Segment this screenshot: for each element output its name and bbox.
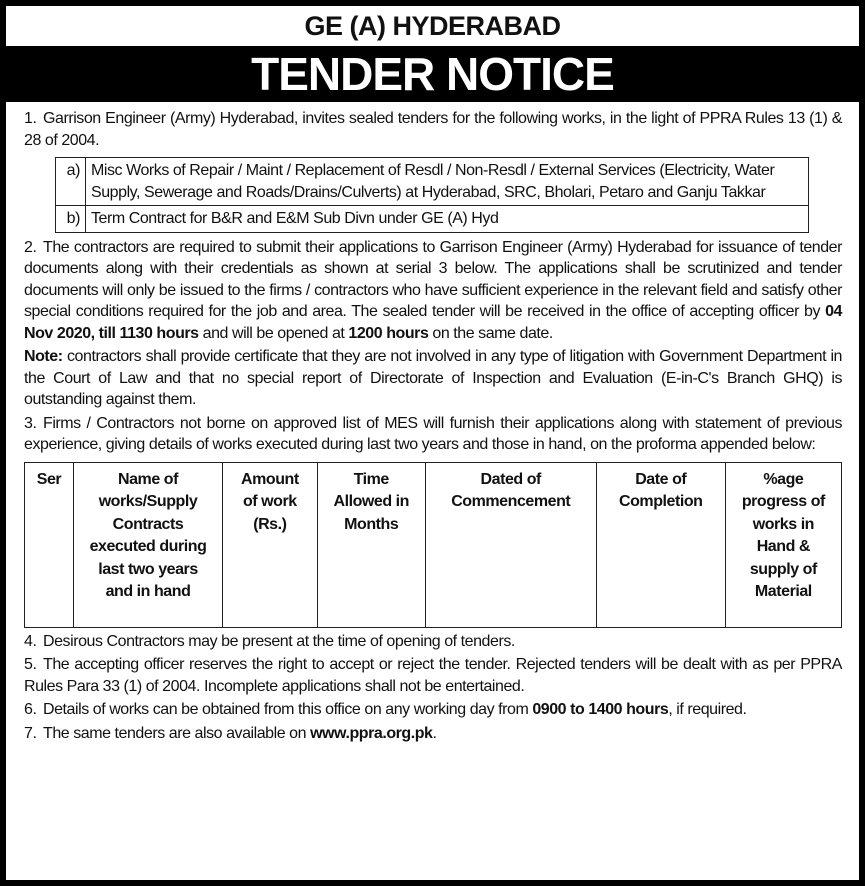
note bbox=[24, 346, 842, 411]
para-2 bbox=[24, 237, 842, 345]
para-6 bbox=[24, 699, 842, 721]
col-header: Time Allowed in Months bbox=[317, 462, 425, 627]
table-row bbox=[56, 158, 809, 206]
para-number: 4. bbox=[24, 632, 37, 650]
para-3 bbox=[24, 413, 842, 456]
para-text: The same tenders are also available on bbox=[43, 724, 311, 742]
notice-body bbox=[24, 108, 842, 746]
para-text: Desirous Contractors may be present at the time of opening of tenders. bbox=[43, 632, 515, 650]
col-header: Date of Completion bbox=[596, 462, 725, 627]
ppra-link[interactable]: www.ppra.org.pk bbox=[310, 724, 433, 742]
office-heading: GE (A) HYDERABAD bbox=[304, 11, 561, 41]
works-table bbox=[55, 157, 809, 233]
work-desc: Term Contract for B&R and E&M Sub Divn under GE (A) Hyd bbox=[86, 206, 809, 233]
para-text: The accepting officer reserves the right to accept or reject the tender. Rejected tenders will be dealt with as per PPRA Rules Para 33 (1) of 2004. Incomplete applications shall not be entertained. bbox=[24, 656, 842, 695]
para-text: and will be opened at bbox=[198, 324, 349, 342]
para-text: Garrison Engineer (Army) Hyderabad, invites sealed tenders for the following works, in the light of PPRA Rules 13 (1) & 28 of 2004. bbox=[24, 110, 842, 149]
note-label: Note: bbox=[24, 348, 63, 365]
para-number: 6. bbox=[24, 701, 37, 718]
col-header: Dated of Commencement bbox=[425, 462, 596, 627]
para-7 bbox=[24, 723, 842, 745]
table-header-row bbox=[25, 462, 842, 627]
para-number: 3. bbox=[24, 414, 37, 432]
opening-time: 1200 hours bbox=[348, 324, 429, 342]
para-text: . bbox=[432, 724, 437, 742]
para-text: Firms / Contractors not borne on approved list of MES will furnish their applications along with statement of previous experience, giving details of works executed during last two years and those in hand, on the proforma appended below: bbox=[24, 414, 842, 453]
table-row bbox=[56, 206, 809, 233]
para-4 bbox=[24, 631, 842, 653]
para-text: The contractors are required to submit their applications to Garrison Engineer (Army) Hyderabad for issuance of tender documents along with their credentials as shown at serial 3 below. The applications shall be scrutinized and tender documents will only be issued to the firms / contractors who have sufficient experience in the relevant field and satisfy other special conditions required for the job and area. The sealed tender will be received in the office of accepting officer by bbox=[24, 238, 842, 320]
notice-title: TENDER NOTICE bbox=[6, 46, 859, 102]
col-header: Name of works/Supply Contracts executed during last two years and in hand bbox=[74, 462, 223, 627]
para-number: 1. bbox=[24, 110, 37, 127]
proforma-table bbox=[24, 462, 842, 628]
para-number: 5. bbox=[24, 656, 37, 673]
col-header: %age progress of works in Hand & supply of Material bbox=[725, 462, 841, 627]
col-header: Ser bbox=[25, 462, 74, 627]
para-number: 7. bbox=[24, 724, 37, 742]
work-key: b) bbox=[56, 206, 86, 233]
para-number: 2. bbox=[24, 238, 37, 256]
para-text: , if required. bbox=[668, 701, 747, 718]
note-text: contractors shall provide certificate that they are not involved in any type of litigation with Government Department in the Court of Law and that no special report of Directorate of Inspection and Evaluation (E-in-C's Branch GHQ) is outstanding against them. bbox=[24, 348, 842, 408]
para-text: on the same date. bbox=[428, 324, 553, 342]
deadline: 04 Nov 2020, till 1130 hours bbox=[24, 303, 842, 342]
para-5 bbox=[24, 654, 842, 697]
para-1 bbox=[24, 108, 842, 151]
work-key: a) bbox=[56, 158, 86, 206]
work-desc: Misc Works of Repair / Maint / Replacement of Resdl / Non-Resdl / External Services (Electricity, Water Supply, Sewerage and Roads/Drains/Culverts) at Hyderabad, SRC, Bholari, Petaro and Ganju Takkar bbox=[86, 158, 809, 206]
tender-notice bbox=[6, 6, 859, 880]
col-header: Amount of work (Rs.) bbox=[223, 462, 318, 627]
para-text: Details of works can be obtained from this office on any working day from bbox=[43, 701, 533, 718]
office-hours: 0900 to 1400 hours bbox=[532, 701, 669, 718]
